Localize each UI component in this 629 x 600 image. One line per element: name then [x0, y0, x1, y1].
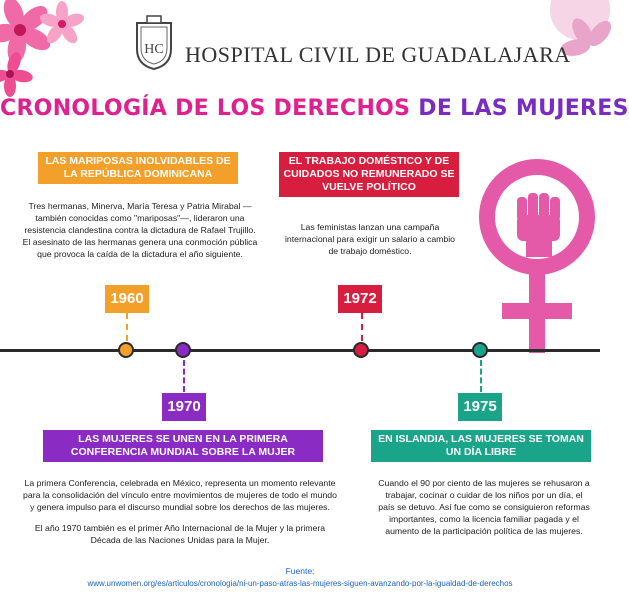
timeline-dot-1970 [175, 342, 191, 358]
timeline-dot-1975 [472, 342, 488, 358]
hospital-name: HOSPITAL CIVIL DE GUADALAJARA [185, 42, 571, 67]
text-1970-paragraph-2: El año 1970 también es el primer Año Internacional de la Mujer y la primera Década de las Naciones Unidas para la Mujer. [34, 523, 326, 545]
heading-1960: LAS MARIPOSAS INOLVIDABLES DE LA REPÚBLICA DOMINICANA [38, 152, 238, 184]
title-part-2: DE LAS MUJERES [418, 96, 629, 121]
timeline-line [0, 349, 600, 352]
source-link[interactable]: www.unwomen.org/es/articulos/cronologia/ni-un-paso-atras-las-mujeres-siguen-avanzando-por-la-igualdad-de-derechos [87, 579, 513, 588]
logo-monogram: HC [144, 42, 164, 57]
feminist-venus-fist-icon [462, 155, 602, 360]
dashed-connector-1970 [183, 360, 185, 392]
heading-1975: EN ISLANDIA, LAS MUJERES SE TOMAN UN DÍA LIBRE [371, 430, 591, 462]
text-1960: Tres hermanas, Minerva, María Teresa y Patria Mirabal —también conocidas como "mariposas"—, lideraron una resistencia clandestina contra la dictadura de Rafael Trujillo. El asesinato de las hermanas genera una conmoción pública que provoca la caída de la dictadura el año siguiente. [22, 201, 258, 259]
flower-decoration-right [510, 0, 600, 80]
hospital-crest-logo [133, 15, 175, 71]
heading-1970: LAS MUJERES SE UNEN EN LA PRIMERA CONFERENCIA MUNDIAL SOBRE LA MUJER [43, 430, 323, 462]
flower-decoration-left [0, 0, 90, 110]
timeline-dot-1972 [353, 342, 369, 358]
year-badge-1970: 1970 [162, 393, 206, 421]
text-1975: Cuando el 90 por ciento de las mujeres se rehusaron a trabajar, cocinar o cuidar de los niños por un día, el país se detuvo. Así fue como se consiguieron reformas importantes, como la licencia familiar pagada y el aumento de la participación política de las mujeres. [378, 478, 590, 536]
heading-1972: EL TRABAJO DOMÉSTICO Y DE CUIDADOS NO REMUNERADO SE VUELVE POLÍTICO [279, 152, 459, 197]
timeline-dot-1960 [118, 342, 134, 358]
text-1970-paragraph-1: La primera Conferencia, celebrada en México, representa un momento relevante para la consolidación del vínculo entre movimientos de mujeres de todo el mundo y genera impulso para el discurso mundial sobre los derechos de las mujeres. [23, 478, 337, 512]
title-part-1: CRONOLOGÍA DE LOS DERECHOS [0, 96, 419, 121]
page-title [0, 96, 629, 121]
dashed-connector-1972 [361, 313, 363, 341]
year-badge-1960: 1960 [105, 285, 149, 313]
dashed-connector-1975 [480, 360, 482, 392]
source-label: Fuente: [285, 566, 315, 576]
text-1972: Las feministas lanzan una campaña internacional para exigir un salario a cambio de trabajo doméstico. [285, 222, 455, 256]
dashed-connector-1960 [126, 313, 128, 341]
year-badge-1975: 1975 [458, 393, 502, 421]
year-badge-1972: 1972 [338, 285, 382, 313]
